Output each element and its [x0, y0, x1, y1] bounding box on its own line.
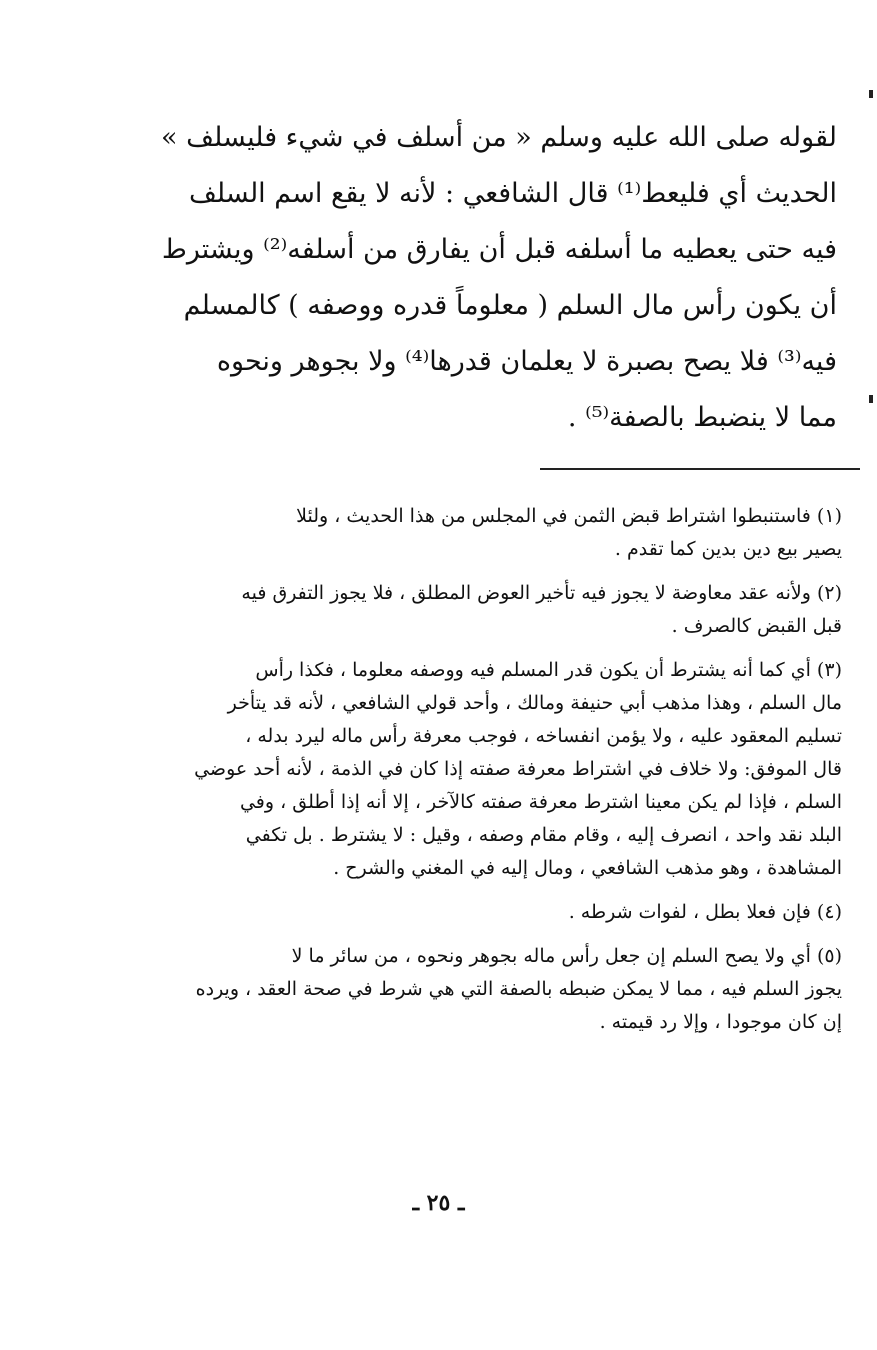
footnotes [130, 500, 842, 1050]
footnote-3 [130, 654, 842, 885]
footnote-line: المشاهدة ، وهو مذهب الشافعي ، ومال إليه في المغني والشرح . [333, 857, 842, 879]
footnote-line: مال السلم ، وهذا مذهب أبي حنيفة ومالك ، وأحد قولي الشافعي ، لأنه قد يتأخر [227, 692, 842, 714]
footnote-line: (٣) أي كما أنه يشترط أن يكون قدر المسلم فيه ووصفه معلوما ، فكذا رأس [255, 659, 842, 681]
footnote-line: (٤) فإن فعلا بطل ، لفوات شرطه . [568, 901, 842, 923]
footnote-line: (١) فاستنبطوا اشتراط قبض الثمن في المجلس من هذا الحديث ، ولئلا [296, 505, 842, 527]
footnote-4 [130, 896, 842, 929]
footnote-1 [130, 500, 842, 566]
footnote-line: قبل القبض كالصرف . [671, 615, 842, 637]
footnote-line: السلم ، فإذا لم يكن معينا اشترط معرفة صفته كالآخر ، إلا أنه إذا أطلق ، وفي [239, 791, 842, 813]
footnote-line: يجوز السلم فيه ، مما لا يمكن ضبطه بالصفة التي هي شرط في صحة العقد ، ويرده [195, 978, 842, 1000]
main-text-line: الحديث أي فليعط⁽¹⁾ قال الشافعي : لأنه لا يقع اسم السلف [188, 178, 837, 209]
footnote-5 [130, 940, 842, 1039]
footnote-2 [130, 577, 842, 643]
scan-edge-mark [869, 395, 873, 403]
main-text-line: فيه⁽³⁾ فلا يصح بصبرة لا يعلمان قدرها⁽⁴⁾ ولا بجوهر ونحوه [216, 346, 837, 377]
footnote-line: (٥) أي ولا يصح السلم إن جعل رأس ماله بجوهر ونحوه ، من سائر ما لا [291, 945, 842, 967]
footnote-line: البلد نقد واحد ، انصرف إليه ، وقام مقام وصفه ، وقيل : لا يشترط . بل تكفي [245, 824, 842, 846]
footnote-line: قال الموفق: ولا خلاف في اشتراط معرفة صفته إذا كان في الذمة ، لأنه أحد عوضي [194, 758, 842, 780]
main-text [120, 110, 837, 446]
footnote-line: (٢) ولأنه عقد معاوضة لا يجوز فيه تأخير العوض المطلق ، فلا يجوز التفرق فيه [241, 582, 842, 604]
footnote-separator [540, 468, 860, 470]
footnote-line: إن كان موجودا ، وإلا رد قيمته . [599, 1011, 842, 1033]
footnote-line: تسليم المعقود عليه ، ولا يؤمن انفساخه ، فوجب معرفة رأس ماله ليرد بدله ، [245, 725, 842, 747]
scan-edge-mark [869, 90, 873, 98]
main-text-line: أن يكون رأس مال السلم ( معلوماً قدره ووصفه ) كالمسلم [183, 290, 837, 321]
footnote-line: يصير بيع دين بدين كما تقدم . [614, 538, 842, 560]
page-number: ـ ٢٥ ـ [412, 1190, 465, 1216]
main-text-line: لقوله صلى الله عليه وسلم « من أسلف في شيء فليسلف » [161, 122, 837, 153]
main-text-line: مما لا ينضبط بالصفة⁽⁵⁾ . [567, 402, 837, 433]
main-text-line: فيه حتى يعطيه ما أسلفه قبل أن يفارق من أسلفه⁽²⁾ ويشترط [161, 234, 837, 265]
